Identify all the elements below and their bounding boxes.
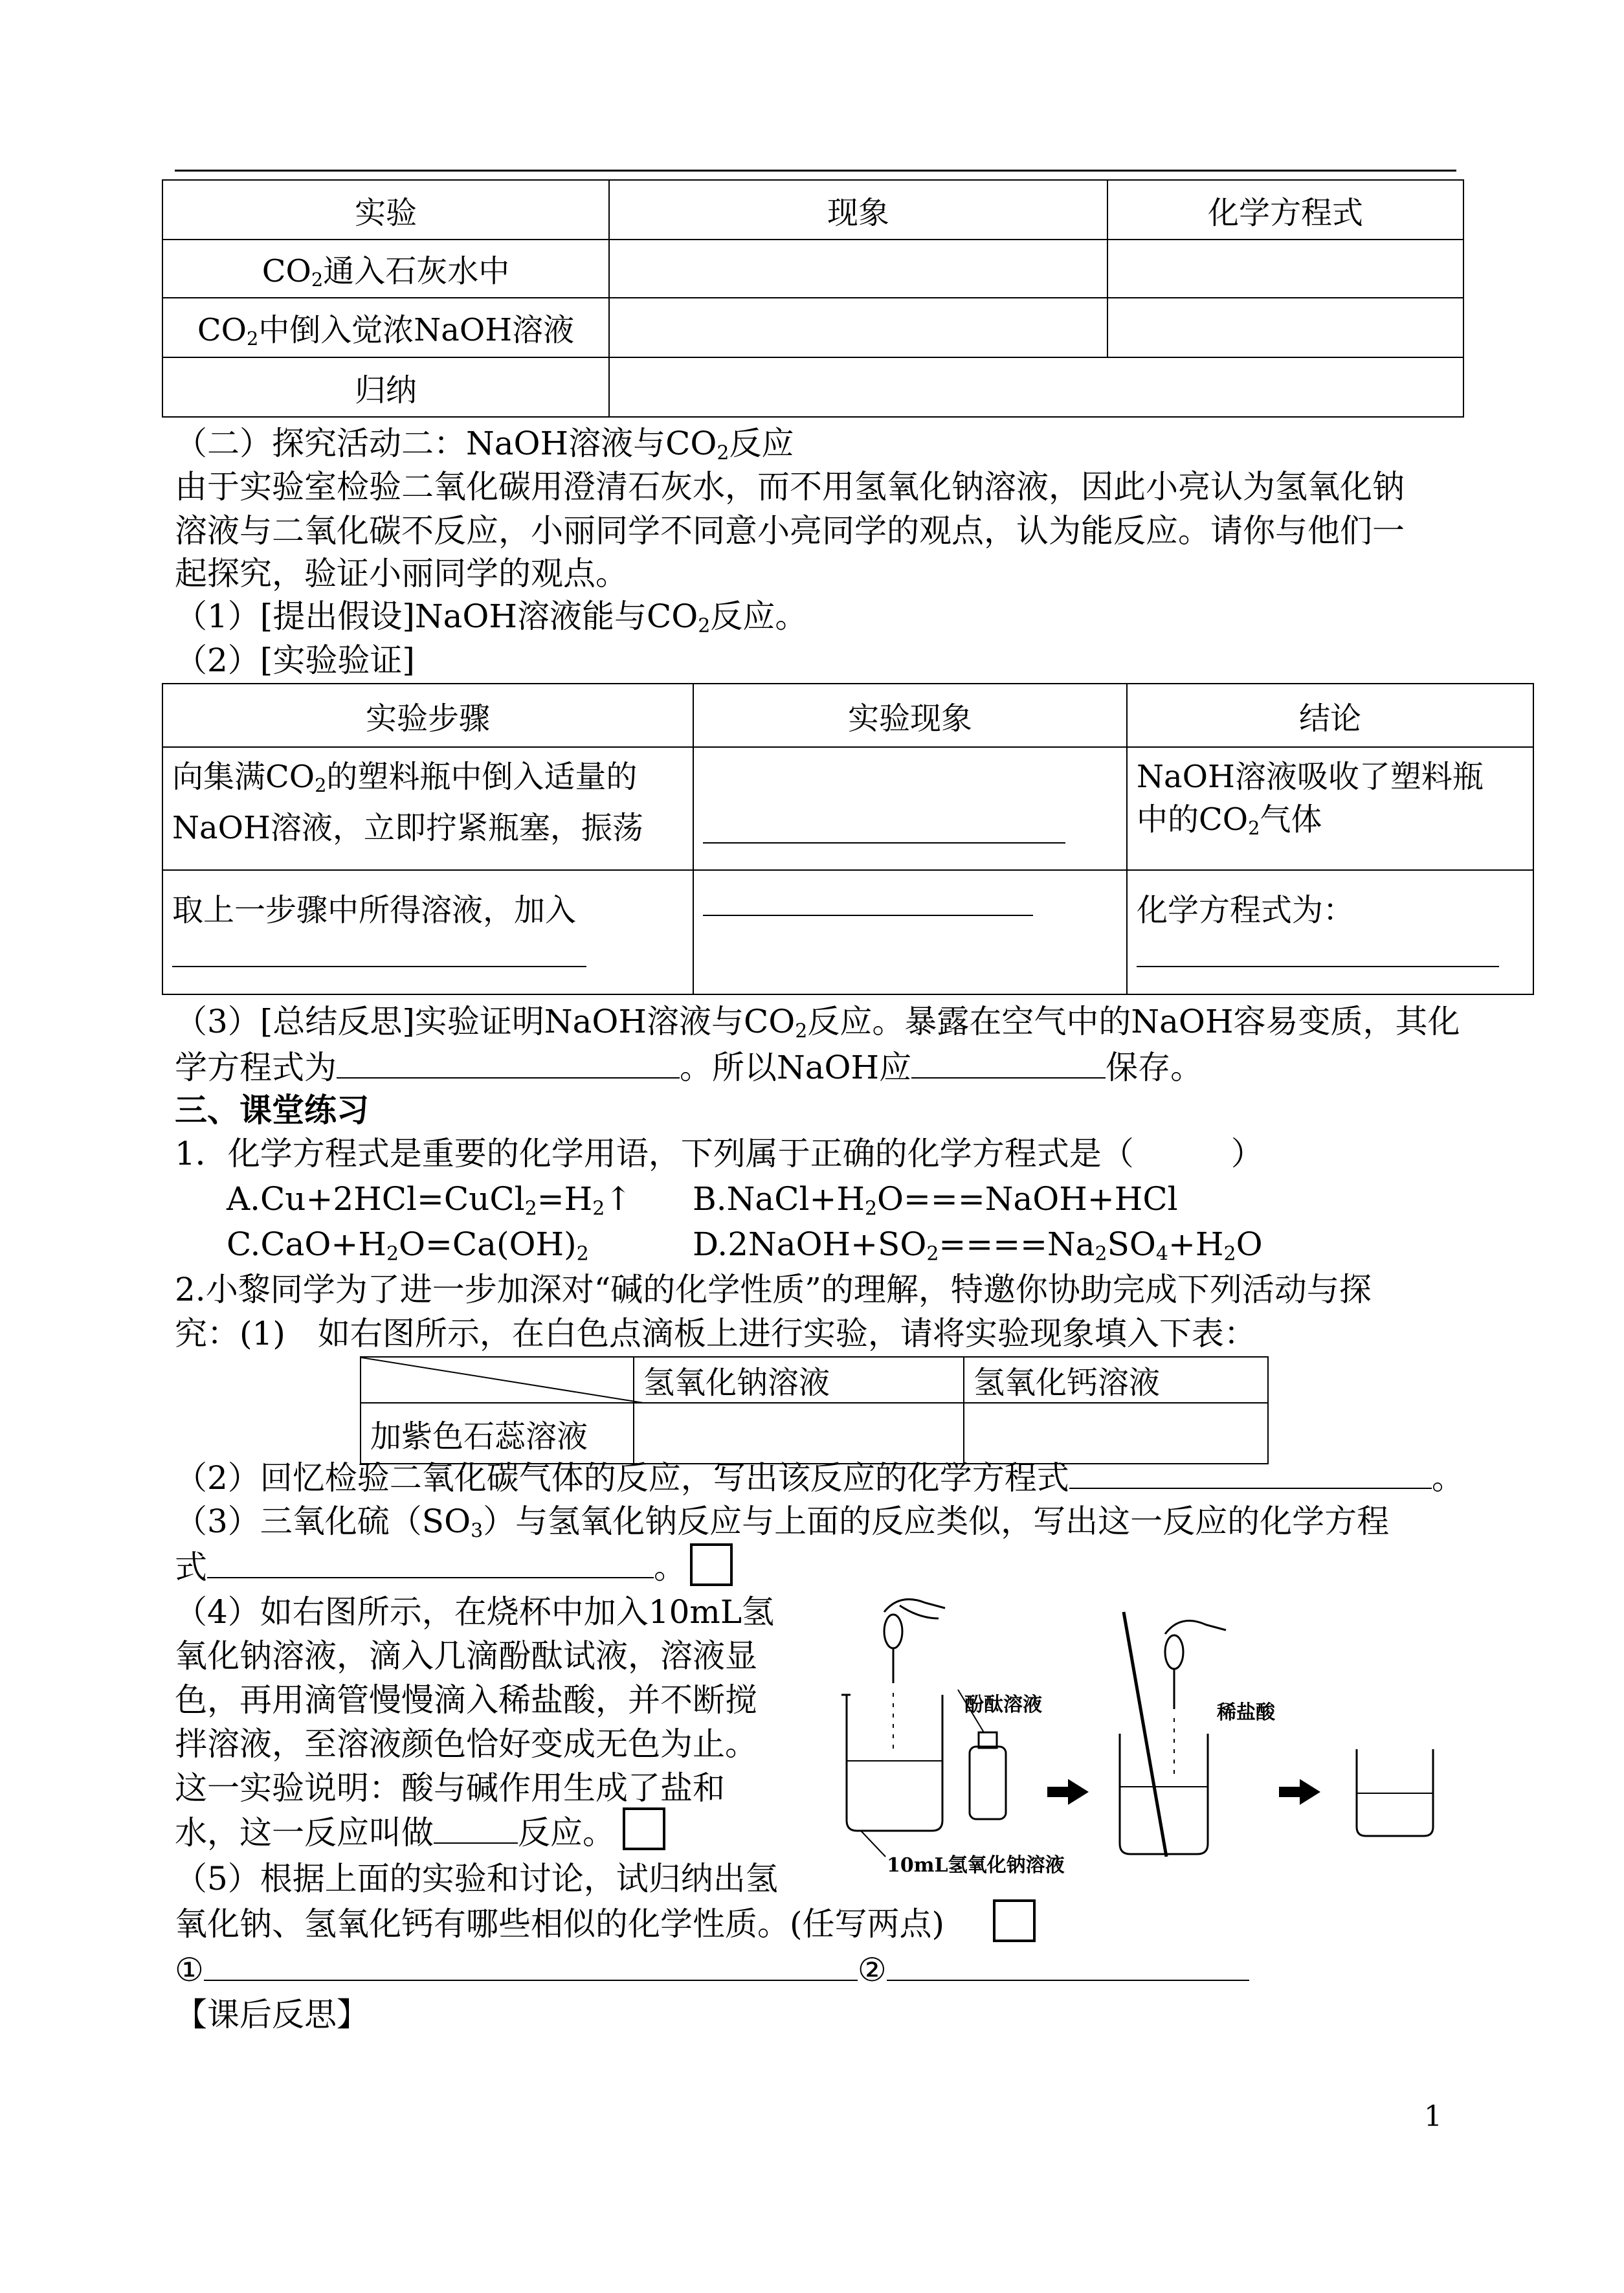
t2-row1-step: 向集满$CO_2$的塑料瓶中倒入适量的 NaOH溶液，立即拧紧瓶塞，振荡: [162, 747, 693, 870]
litmus-naoh-cell[interactable]: [634, 1403, 964, 1464]
t2-header-phenomenon: 实验现象: [693, 684, 1127, 747]
t2-row2-reagent-blank[interactable]: [172, 936, 586, 967]
property-2-blank[interactable]: [887, 1950, 1249, 1981]
answer-box-4[interactable]: [623, 1807, 665, 1850]
arrow-1: [1047, 1779, 1089, 1805]
q2-part5-line1: （5）根据上面的实验和讨论，试归纳出氢: [175, 1860, 778, 1897]
t1-header-experiment: 实验: [162, 180, 609, 240]
beaker-1-outline: [847, 1695, 942, 1831]
t1-row1-label: $CO_2$通入石灰水中: [162, 240, 609, 298]
dropper-2-bulb: [1165, 1635, 1183, 1669]
t1-row2-phenomenon-cell[interactable]: [609, 298, 1107, 357]
dropper-1-bulb: [884, 1615, 902, 1648]
t1-row2-equation-cell[interactable]: [1107, 298, 1463, 357]
activity2-title: （二）探究活动二：NaOH溶液与$CO_2$反应: [175, 425, 794, 465]
litmus-header-caoh2: 氢氧化钙溶液: [964, 1357, 1268, 1403]
activity2-para-1: 由于实验室检验二氧化碳用澄清石灰水，而不用氢氧化钠溶液，因此小亮认为氢氧化钠: [175, 468, 1405, 506]
litmus-table-corner: [361, 1357, 634, 1403]
q2-part5-answers: ① ②: [175, 1950, 1249, 1989]
q2-line-1: 2.小黎同学为了进一步加深对“碱的化学性质”的理解，特邀你协助完成下列活动与探: [175, 1271, 1372, 1308]
section-heading: 三、课堂练习: [175, 1091, 369, 1129]
q1-stem: 1．化学方程式是重要的化学用语，下列属于正确的化学方程式是（ ）: [175, 1135, 1263, 1172]
t2-row2-phenomenon-blank[interactable]: [703, 885, 1033, 916]
t1-row1-equation-cell[interactable]: [1107, 240, 1463, 298]
q2-part4-line3: 色，再用滴管慢慢滴入稀盐酸，并不断搅: [175, 1681, 757, 1719]
storage-blank[interactable]: [911, 1047, 1106, 1079]
q2-part4-line4: 拌溶液，至溶液颜色恰好变成无色为止。: [175, 1725, 757, 1763]
litmus-table: [360, 1356, 1269, 1464]
titration-figure: [835, 1580, 1476, 1877]
experiment-table-2: [162, 683, 1534, 995]
t1-row2-label: $CO_2$中倒入觉浓NaOH溶液: [162, 298, 609, 357]
experiment-table-1: [162, 179, 1464, 418]
q2-part3-line2: 式 。: [175, 1549, 686, 1586]
reflection-line-1: （3）[总结反思]实验证明NaOH溶液与$CO_2$反应。暴露在空气中的NaOH容易变质，其化: [175, 1003, 1460, 1043]
q1-option-c[interactable]: $C.CaO+H_2O=Ca(OH)_2$: [227, 1225, 589, 1266]
q1-option-d[interactable]: $D.2NaOH+SO_2====Na_2SO_4+H_2O$: [693, 1225, 1263, 1266]
t1-header-equation: 化学方程式: [1107, 180, 1463, 240]
t1-row3-label: 归纳: [162, 357, 609, 417]
t2-row2-step: 取上一步骤中所得溶液，加入: [162, 870, 693, 994]
q2-part3-line1: （3）三氧化硫$(SO_3)$与氢氧化钠反应与上面的反应类似，写出这一反应的化学方程: [175, 1503, 1390, 1543]
t2-row1-conclusion: NaOH溶液吸收了塑料瓶 中的$CO_2$气体: [1127, 747, 1533, 870]
q2-line-2: 究：(1) 如右图所示，在白色点滴板上进行实验，请将实验现象填入下表：: [175, 1315, 1256, 1352]
corner-diagonal: [361, 1358, 643, 1403]
activity2-para-3: 起探究，验证小丽同学的观点。: [175, 555, 628, 592]
q1-option-b[interactable]: $B.NaCl+H_2O===NaOH+HCl$: [693, 1180, 1178, 1220]
reflection-line-2: 学方程式为 。所以NaOH应 保存。: [175, 1049, 1203, 1086]
figure-label-hcl: 稀盐酸: [1217, 1701, 1275, 1724]
t2-row2-equation-blank[interactable]: [1137, 936, 1499, 967]
verification-line: （2）[实验验证]: [175, 642, 415, 679]
t1-header-phenomenon: 现象: [609, 180, 1107, 240]
stirring-rod: [1124, 1612, 1166, 1857]
top-rule: [175, 170, 1456, 172]
hypothesis-line: （1）[提出假设]NaOH溶液能与$CO_2$反应。: [175, 598, 808, 638]
q2-part4-line6: 水，这一反应叫做 反应。: [175, 1814, 615, 1851]
litmus-row-label: 加紫色石蕊溶液: [361, 1403, 634, 1464]
t2-row2-phenomenon-cell[interactable]: [693, 870, 1127, 994]
q2-part4-line5: 这一实验说明：酸与碱作用生成了盐和: [175, 1769, 725, 1807]
t2-row1-phenomenon-cell[interactable]: [693, 747, 1127, 870]
co2-test-equation-blank[interactable]: [1069, 1458, 1432, 1489]
so3-equation-blank[interactable]: [207, 1547, 654, 1578]
t2-header-conclusion: 结论: [1127, 684, 1533, 747]
answer-box-3[interactable]: [690, 1543, 733, 1586]
litmus-caoh2-cell[interactable]: [964, 1403, 1268, 1464]
q1-option-a[interactable]: $A.Cu+2HCl=CuCl_2=H_2↑$: [227, 1180, 632, 1220]
q2-part4-line2: 氧化钠溶液，滴入几滴酚酞试液，溶液显: [175, 1637, 757, 1675]
figure-label-naoh: 10mL氢氧化钠溶液: [887, 1854, 1065, 1877]
hand-1: [884, 1599, 945, 1612]
litmus-header-naoh: 氢氧化钠溶液: [634, 1357, 964, 1403]
t2-row2-conclusion: 化学方程式为：: [1127, 870, 1533, 994]
page-number: 1: [1424, 2100, 1442, 2133]
reagent-bottle: [970, 1747, 1006, 1819]
reaction-type-blank[interactable]: [434, 1813, 518, 1844]
activity2-para-2: 溶液与二氧化碳不反应，小丽同学不同意小亮同学的观点，认为能反应。请你与他们一: [175, 512, 1405, 550]
t1-row1-phenomenon-cell[interactable]: [609, 240, 1107, 298]
arrow-2: [1279, 1779, 1320, 1805]
post-class-reflection: 【课后反思】: [175, 1996, 369, 2033]
equation-blank[interactable]: [337, 1047, 680, 1079]
figure-label-phenolphthalein: 酚酞溶液: [964, 1694, 1042, 1716]
t1-summary-cell[interactable]: [609, 357, 1463, 417]
property-1-blank[interactable]: [204, 1950, 858, 1981]
q2-part4-line1: （4）如右图所示，在烧杯中加入10mL氢: [175, 1593, 775, 1631]
q2-part5-line2: 氧化钠、氢氧化钙有哪些相似的化学性质。(任写两点): [175, 1905, 945, 1943]
t2-row1-phenomenon-blank[interactable]: [703, 812, 1065, 844]
q2-part2: （2）回忆检验二氧化碳气体的反应，写出该反应的化学方程式 。: [175, 1459, 1464, 1497]
answer-box-5[interactable]: [993, 1899, 1036, 1942]
t2-header-steps: 实验步骤: [162, 684, 693, 747]
